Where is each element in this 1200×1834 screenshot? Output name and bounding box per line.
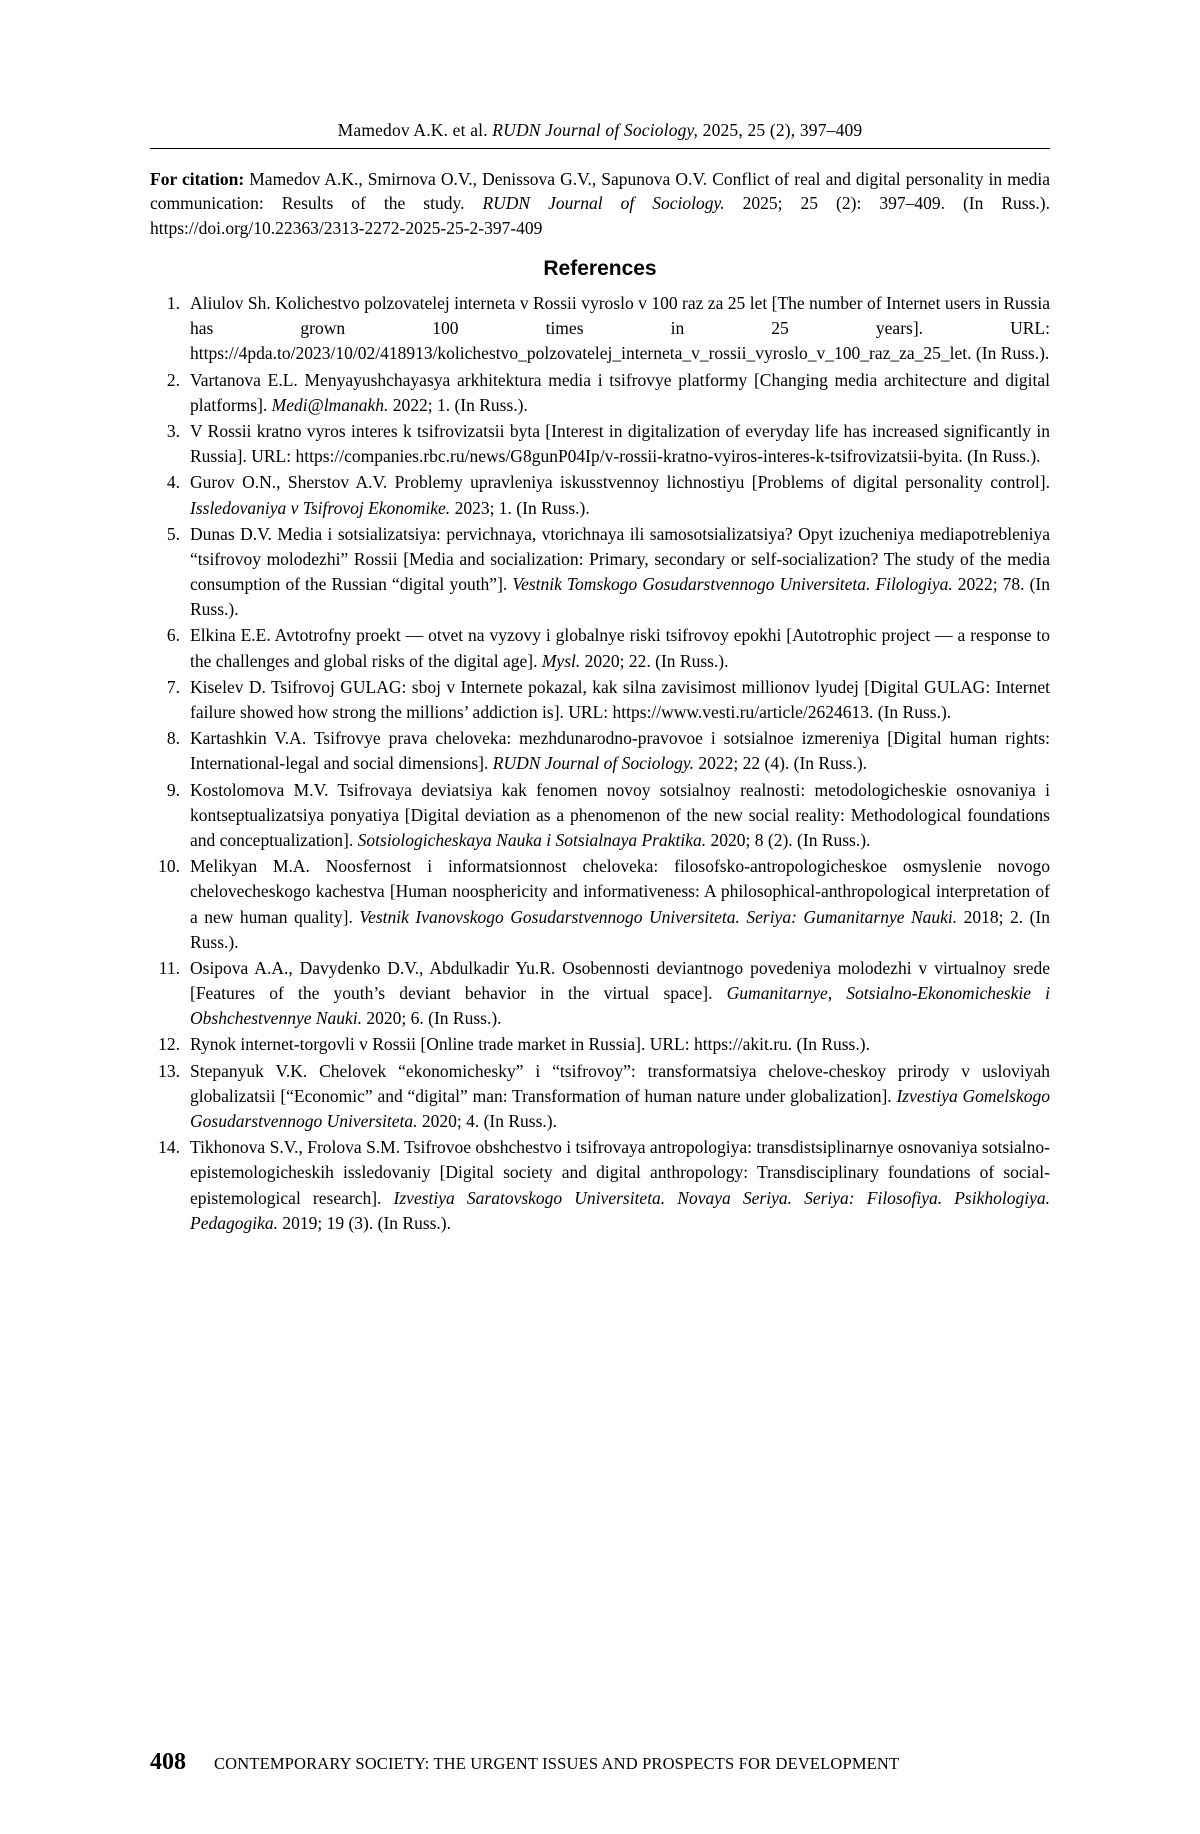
reference-item [150, 778, 1050, 854]
reference-item [150, 291, 1050, 367]
reference-text: 2020; 8 (2). (In Russ.). [706, 829, 871, 850]
reference-number: 13. [158, 1060, 180, 1081]
running-head [150, 120, 1050, 141]
for-citation-label: For citation: [150, 168, 245, 189]
reference-text: 2018; 2. (In Russ.). [190, 906, 1051, 952]
reference-item [150, 956, 1050, 1032]
reference-text: Stepanyuk V.K. Chelovek “ekonomichesky” i “tsifrovoy”: transformatsiya chelove-cheskoy prirody v usloviyah globalizatsii [“Economic” and “digital” man: Transformation of human nature under globalization]. [190, 1060, 1050, 1106]
references-list [150, 291, 1050, 1236]
reference-item [150, 1059, 1050, 1135]
reference-item [150, 726, 1050, 776]
header-divider [150, 148, 1050, 149]
page-number: 408 [150, 1749, 186, 1775]
reference-text: 2020; 22. (In Russ.). [580, 650, 729, 671]
reference-item [150, 368, 1050, 418]
reference-source-title: Izvestiya Gomelskogo Gosudarstvennogo Universiteta. [190, 1085, 1050, 1132]
reference-number: 3. [166, 420, 180, 441]
running-head-journal: RUDN Journal of Sociology, [492, 120, 699, 140]
reference-text: Tikhonova S.V., Frolova S.M. Tsifrovoe obshchestvo i tsifrovaya antropologiya: transdistsiplinarnye osnovaniya sotsialno-epistemologicheskih issledovaniy [Digital society and digital anthropology: Transdisciplinary foundations of social-epistemological research]. [190, 1137, 1050, 1208]
reference-text: 2019; 19 (3). (In Russ.). [277, 1212, 452, 1233]
for-citation-block [150, 167, 1050, 242]
reference-item [150, 675, 1050, 725]
reference-text: 2023; 1. (In Russ.). [450, 497, 590, 518]
for-citation-text-2: 2025; 25 (2): 397–409. (In Russ.). https://doi.org/10.22363/2313-2272-2025-25-2-397-409 [150, 193, 1050, 239]
reference-item [150, 470, 1050, 520]
reference-text: 2022; 1. (In Russ.). [388, 394, 528, 415]
reference-source-title: Mysl. [541, 650, 581, 671]
reference-text: Elkina E.E. Avtotrofny proekt — otvet na vyzovy i globalnye riski tsifrovoy epokhi [Autotrophic project — a response to the challenges and global risks of the digital age]. [190, 625, 1050, 671]
reference-number: 10. [158, 856, 180, 877]
reference-text: 2020; 4. (In Russ.). [417, 1111, 557, 1132]
reference-number: 9. [166, 779, 180, 800]
reference-number: 14. [158, 1137, 180, 1158]
reference-source-title: Medi@lmanakh. [271, 394, 389, 415]
reference-text: Rynok internet-torgovli v Rossii [Online trade market in Russia]. URL: https://akit.ru. (In Russ.). [190, 1034, 870, 1055]
reference-source-title: Sotsiologicheskaya Nauka i Sotsialnaya Praktika. [357, 829, 707, 850]
for-citation-text-1: Mamedov A.K., Smirnova O.V., Denissova G.V., Sapunova O.V. Conflict of real and digital personality in media communication: Results of the study. [150, 168, 1050, 214]
running-head-issue: 2025, 25 (2), 397–409 [698, 120, 863, 140]
reference-text: 2022; 22 (4). (In Russ.). [694, 753, 868, 774]
reference-item [150, 1135, 1050, 1236]
reference-source-title: Vestnik Tomskogo Gosudarstvennogo Universiteta. Filologiya. [512, 574, 953, 595]
reference-number: 8. [166, 728, 180, 749]
reference-number: 12. [158, 1034, 180, 1055]
reference-text: Gurov O.N., Sherstov A.V. Problemy upravleniya iskusstvennoy lichnostiyu [Problems of digital personality control]. [190, 472, 1050, 493]
footer-section-title: CONTEMPORARY SOCIETY: THE URGENT ISSUES AND PROSPECTS FOR DEVELOPMENT [214, 1754, 900, 1773]
reference-source-title: RUDN Journal of Sociology. [492, 753, 694, 774]
reference-text: Kiselev D. Tsifrovoj GULAG: sboj v Internete pokazal, kak silna zavisimost millionov lyudej [Digital GULAG: Internet failure showed how strong the millions’ addiction is]. URL: https://www.vesti.ru/article/2624613. (In Russ.). [190, 676, 1050, 723]
reference-text: Kartashkin V.A. Tsifrovye prava cheloveka: mezhdunarodno-pravovoe i sotsialnoe izmereniya [Digital human rights: International-legal and social dimensions]. [190, 728, 1050, 774]
reference-item [150, 854, 1050, 955]
reference-number: 1. [166, 293, 180, 314]
reference-text: Aliulov Sh. Kolichestvo polzovatelej interneta v Rossii vyroslo v 100 raz za 25 let [The number of Internet users in Russia has grown 100 times in 25 years]. URL: https://4pda.to/2023/10/02/418913/kolichestvo_polzovatelej_interneta_v_rossii_vyroslo_v_100_raz_za_25_let. (In Russ.). [190, 293, 1050, 364]
reference-number: 7. [166, 676, 180, 697]
reference-text: 2020; 6. (In Russ.). [362, 1008, 502, 1029]
reference-text: Dunas D.V. Media i sotsializatsiya: pervichnaya, vtorichnaya ili samosotsializatsiya? Opyt izucheniya mediapotrebleniya “tsifrovoy molodezhi” Rossii [Media and socialization: Primary, secondary or self-socialization? The study of the media consumption of the Russian “digital youth”]. [190, 523, 1050, 595]
reference-number: 2. [166, 369, 180, 390]
reference-item [150, 419, 1050, 469]
reference-text: V Rossii kratno vyros interes k tsifrovizatsii byta [Interest in digitalization of everyday life has increased significantly in Russia]. URL: https://companies.rbc.ru/news/G8gunP04Ip/v-rossii-kratno-vyiros-interes-k-tsifrovizatsii-byita. (In Russ.). [190, 420, 1050, 467]
reference-number: 6. [166, 625, 180, 646]
page-footer [150, 1749, 1050, 1776]
running-head-authors: Mamedov A.K. et al. [337, 120, 493, 140]
reference-source-title: Vestnik Ivanovskogo Gosudarstvennogo Universiteta. Seriya: Gumanitarnye Nauki. [359, 906, 958, 927]
reference-text: Vartanova E.L. Menyayushchayasya arkhitektura media i tsifrovye platformy [Changing media architecture and digital platforms]. [190, 369, 1050, 415]
reference-text: Melikyan M.A. Noosfernost i informatsionnost cheloveka: filosofsko-antropologicheskoe osmyslenie novogo chelovecheskogo kachestva [Human noosphericity and informativeness: A philosophical-anthropological interpretation of a new human quality]. [190, 856, 1050, 927]
reference-text: Osipova A.A., Davydenko D.V., Abdulkadir Yu.R. Osobennosti deviantnogo povedeniya molodezhi v virtualnoy srede [Features of the youth’s deviant behavior in the virtual space]. [190, 957, 1050, 1004]
for-citation-journal: RUDN Journal of Sociology. [482, 193, 725, 214]
reference-source-title: Gumanitarnye, Sotsialno-Ekonomicheskie i Obshchestvennye Nauki. [190, 983, 1050, 1029]
reference-number: 11. [158, 957, 180, 978]
reference-item [150, 623, 1050, 673]
reference-number: 4. [166, 472, 180, 493]
reference-number: 5. [166, 523, 180, 544]
reference-source-title: Issledovaniya v Tsifrovoj Ekonomike. [190, 497, 451, 518]
reference-item [150, 1032, 1050, 1057]
references-heading: References [543, 257, 657, 281]
reference-item [150, 522, 1050, 623]
reference-source-title: Izvestiya Saratovskogo Universiteta. Novaya Seriya. Seriya: Filosofiya. Psikhologiya. Pedagogika. [190, 1187, 1050, 1233]
reference-text: 2022; 78. (In Russ.). [190, 574, 1050, 620]
reference-text: Kostolomova M.V. Tsifrovaya deviatsiya kak fenomen novoy sotsialnoy realnosti: metodologicheskie osnovaniya i kontseptualizatsiya ponyatiya [Digital deviation as a phenomenon of the new social reality: Methodological foundations and conceptualization]. [190, 779, 1050, 850]
